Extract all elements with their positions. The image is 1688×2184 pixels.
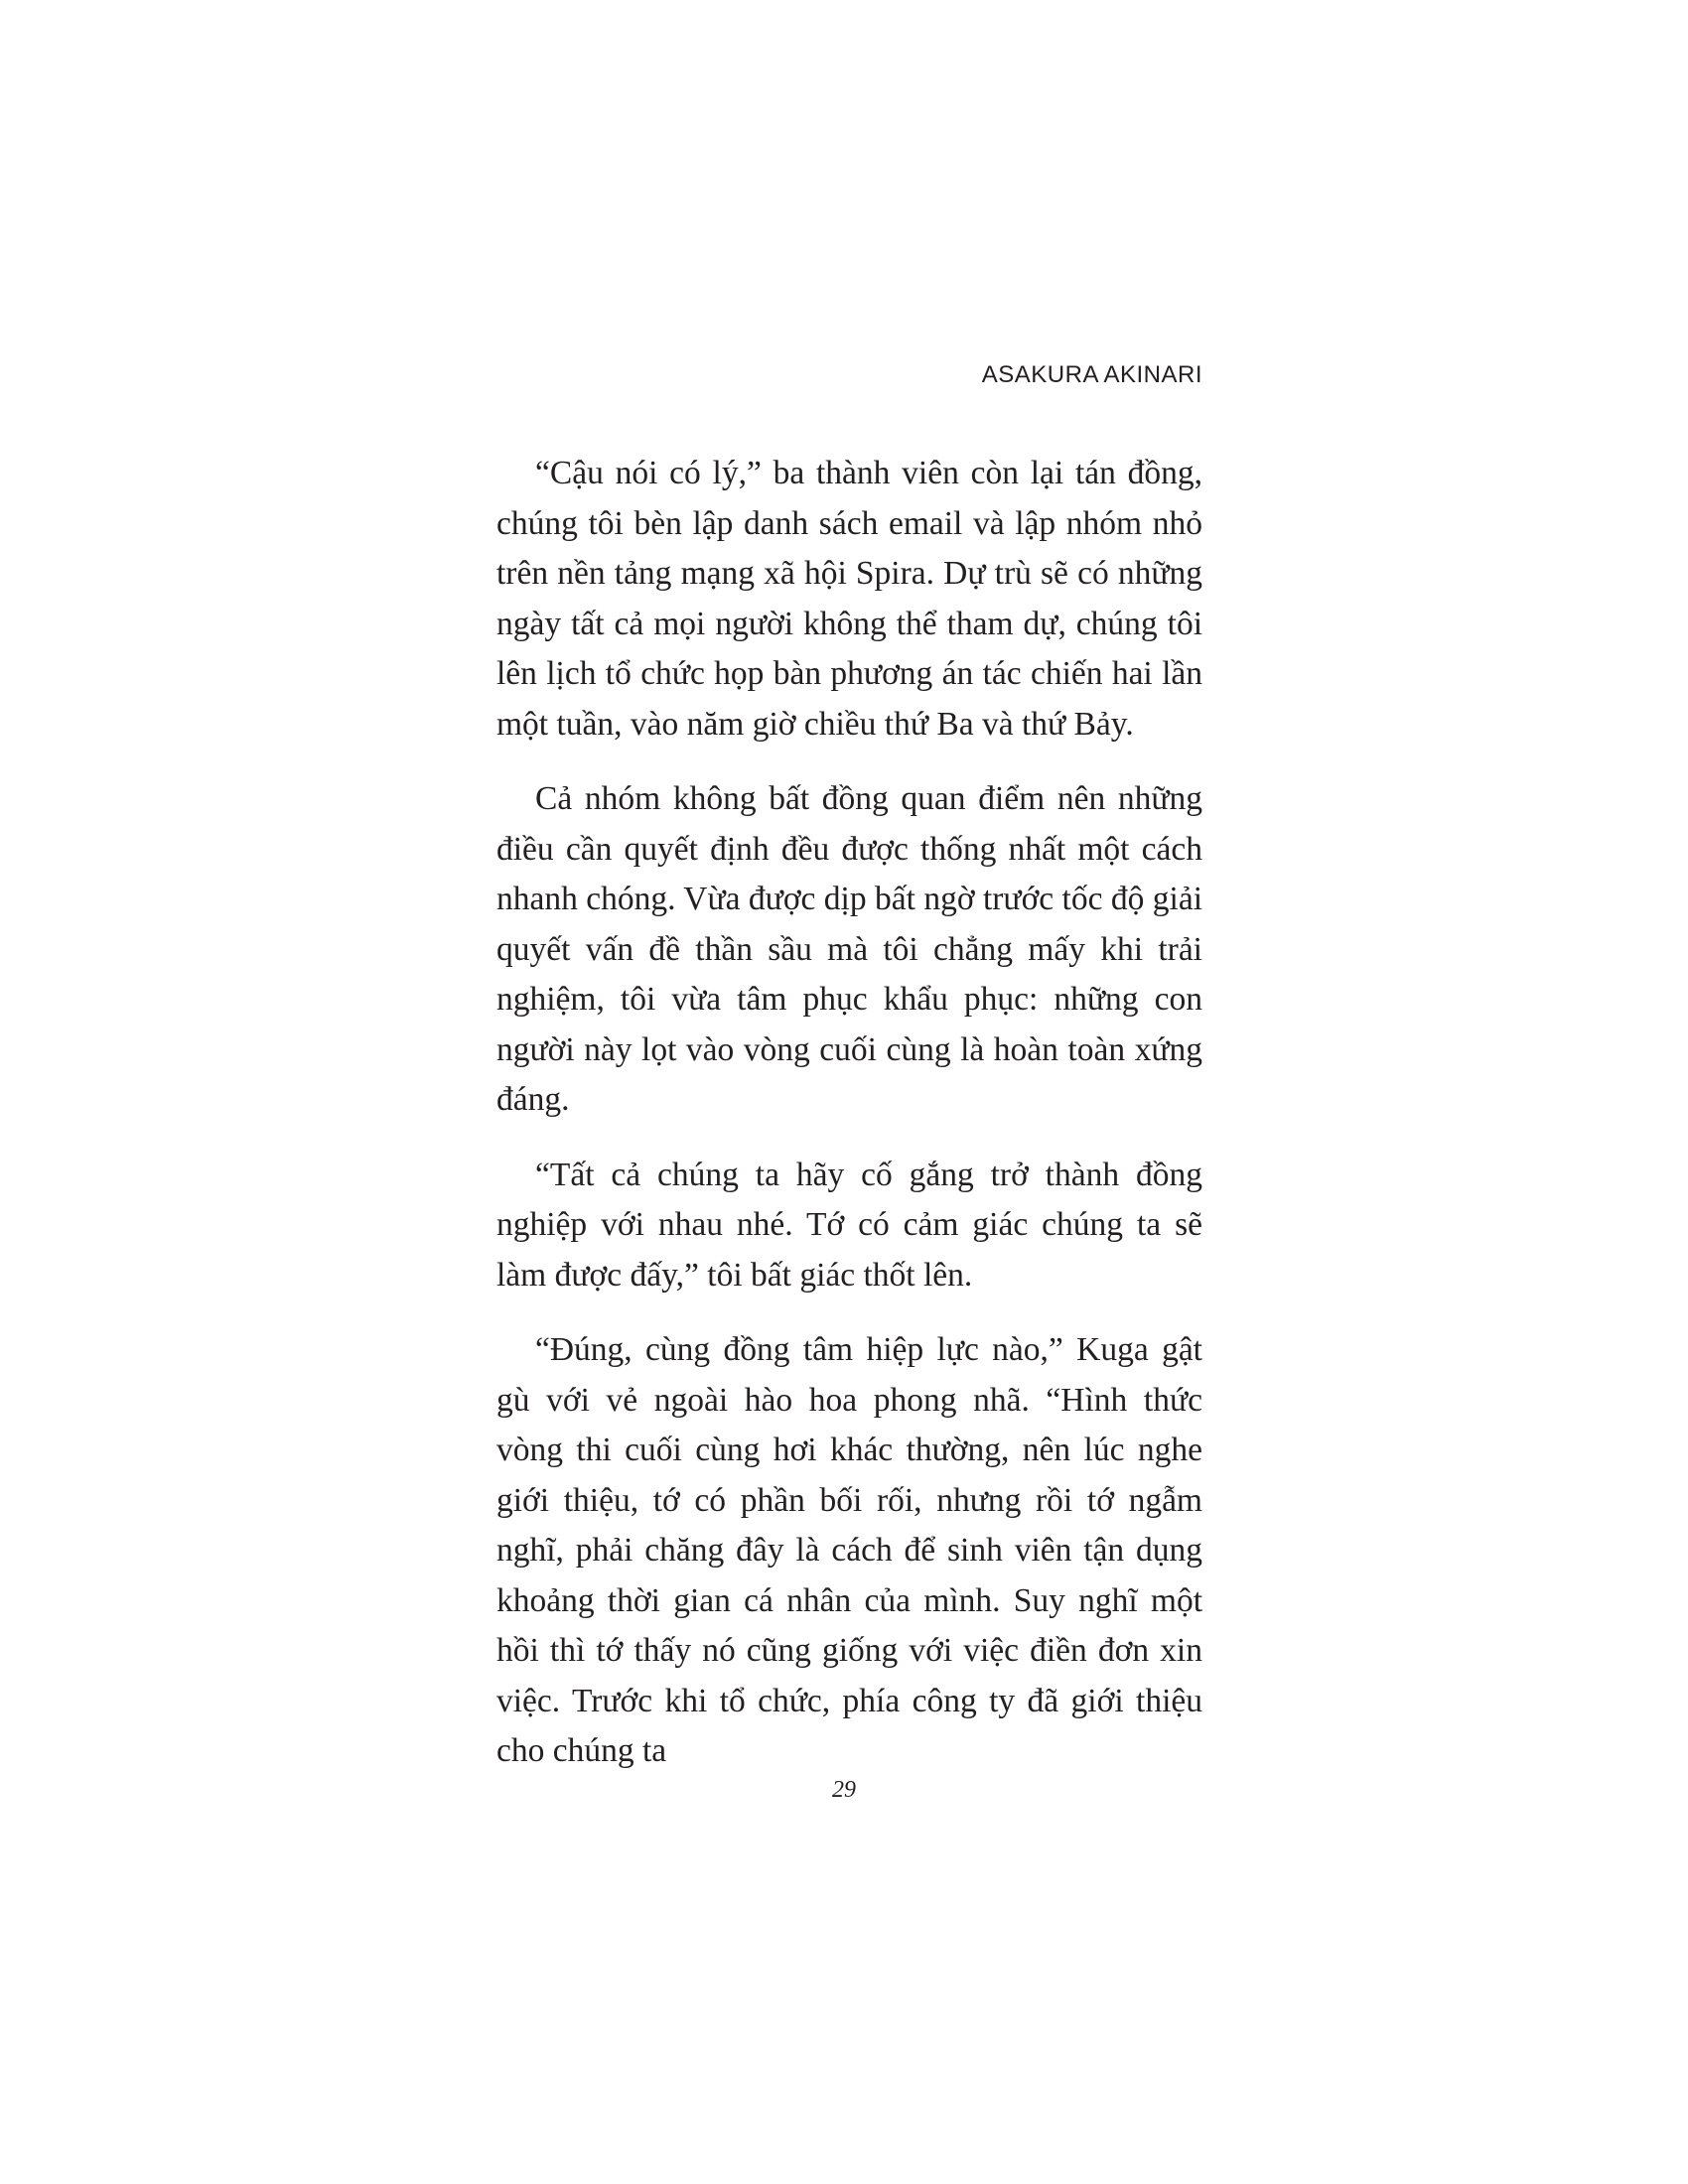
body-text: [496, 449, 1202, 1802]
page-number: 29: [832, 1777, 856, 1803]
running-header: ASAKURA AKINARI: [981, 361, 1202, 388]
paragraph: “Tất cả chúng ta hãy cố gắng trở thành đồng nghiệp với nhau nhé. Tớ có cảm giác chúng ta sẽ làm được đấy,” tôi bất giác thốt lên.: [496, 1156, 1202, 1294]
paragraph: “Cậu nói có lý,” ba thành viên còn lại tán đồng, chúng tôi bèn lập danh sách email và lập nhóm nhỏ trên nền tảng mạng xã hội Spira. Dự trù sẽ có những ngày tất cả mọi người không thể tham dự, chúng tôi lên lịch tổ chức họp bàn phương án tác chiến hai lần một tuần, vào năm giờ chiều thứ Ba và thứ Bảy.: [496, 455, 1202, 743]
paragraph: Cả nhóm không bất đồng quan điểm nên những điều cần quyết định đều được thống nhất một cách nhanh chóng. Vừa được dịp bất ngờ trước tốc độ giải quyết vấn đề thần sầu mà tôi chẳng mấy khi trải nghiệm, tôi vừa tâm phục khẩu phục: những con người này lọt vào vòng cuối cùng là hoàn toàn xứng đáng.: [496, 780, 1202, 1118]
paragraph: “Đúng, cùng đồng tâm hiệp lực nào,” Kuga gật gù với vẻ ngoài hào hoa phong nhã. “Hình thức vòng thi cuối cùng hơi khác thường, nên lúc nghe giới thiệu, tớ có phần bối rối, nhưng rồi tớ ngẫm nghĩ, phải chăng đây là cách để sinh viên tận dụng khoảng thời gian cá nhân của mình. Suy nghĩ một hồi thì tớ thấy nó cũng giống với việc điền đơn xin việc. Trước khi tổ chức, phía công ty đã giới thiệu cho chúng ta: [496, 1331, 1202, 1769]
